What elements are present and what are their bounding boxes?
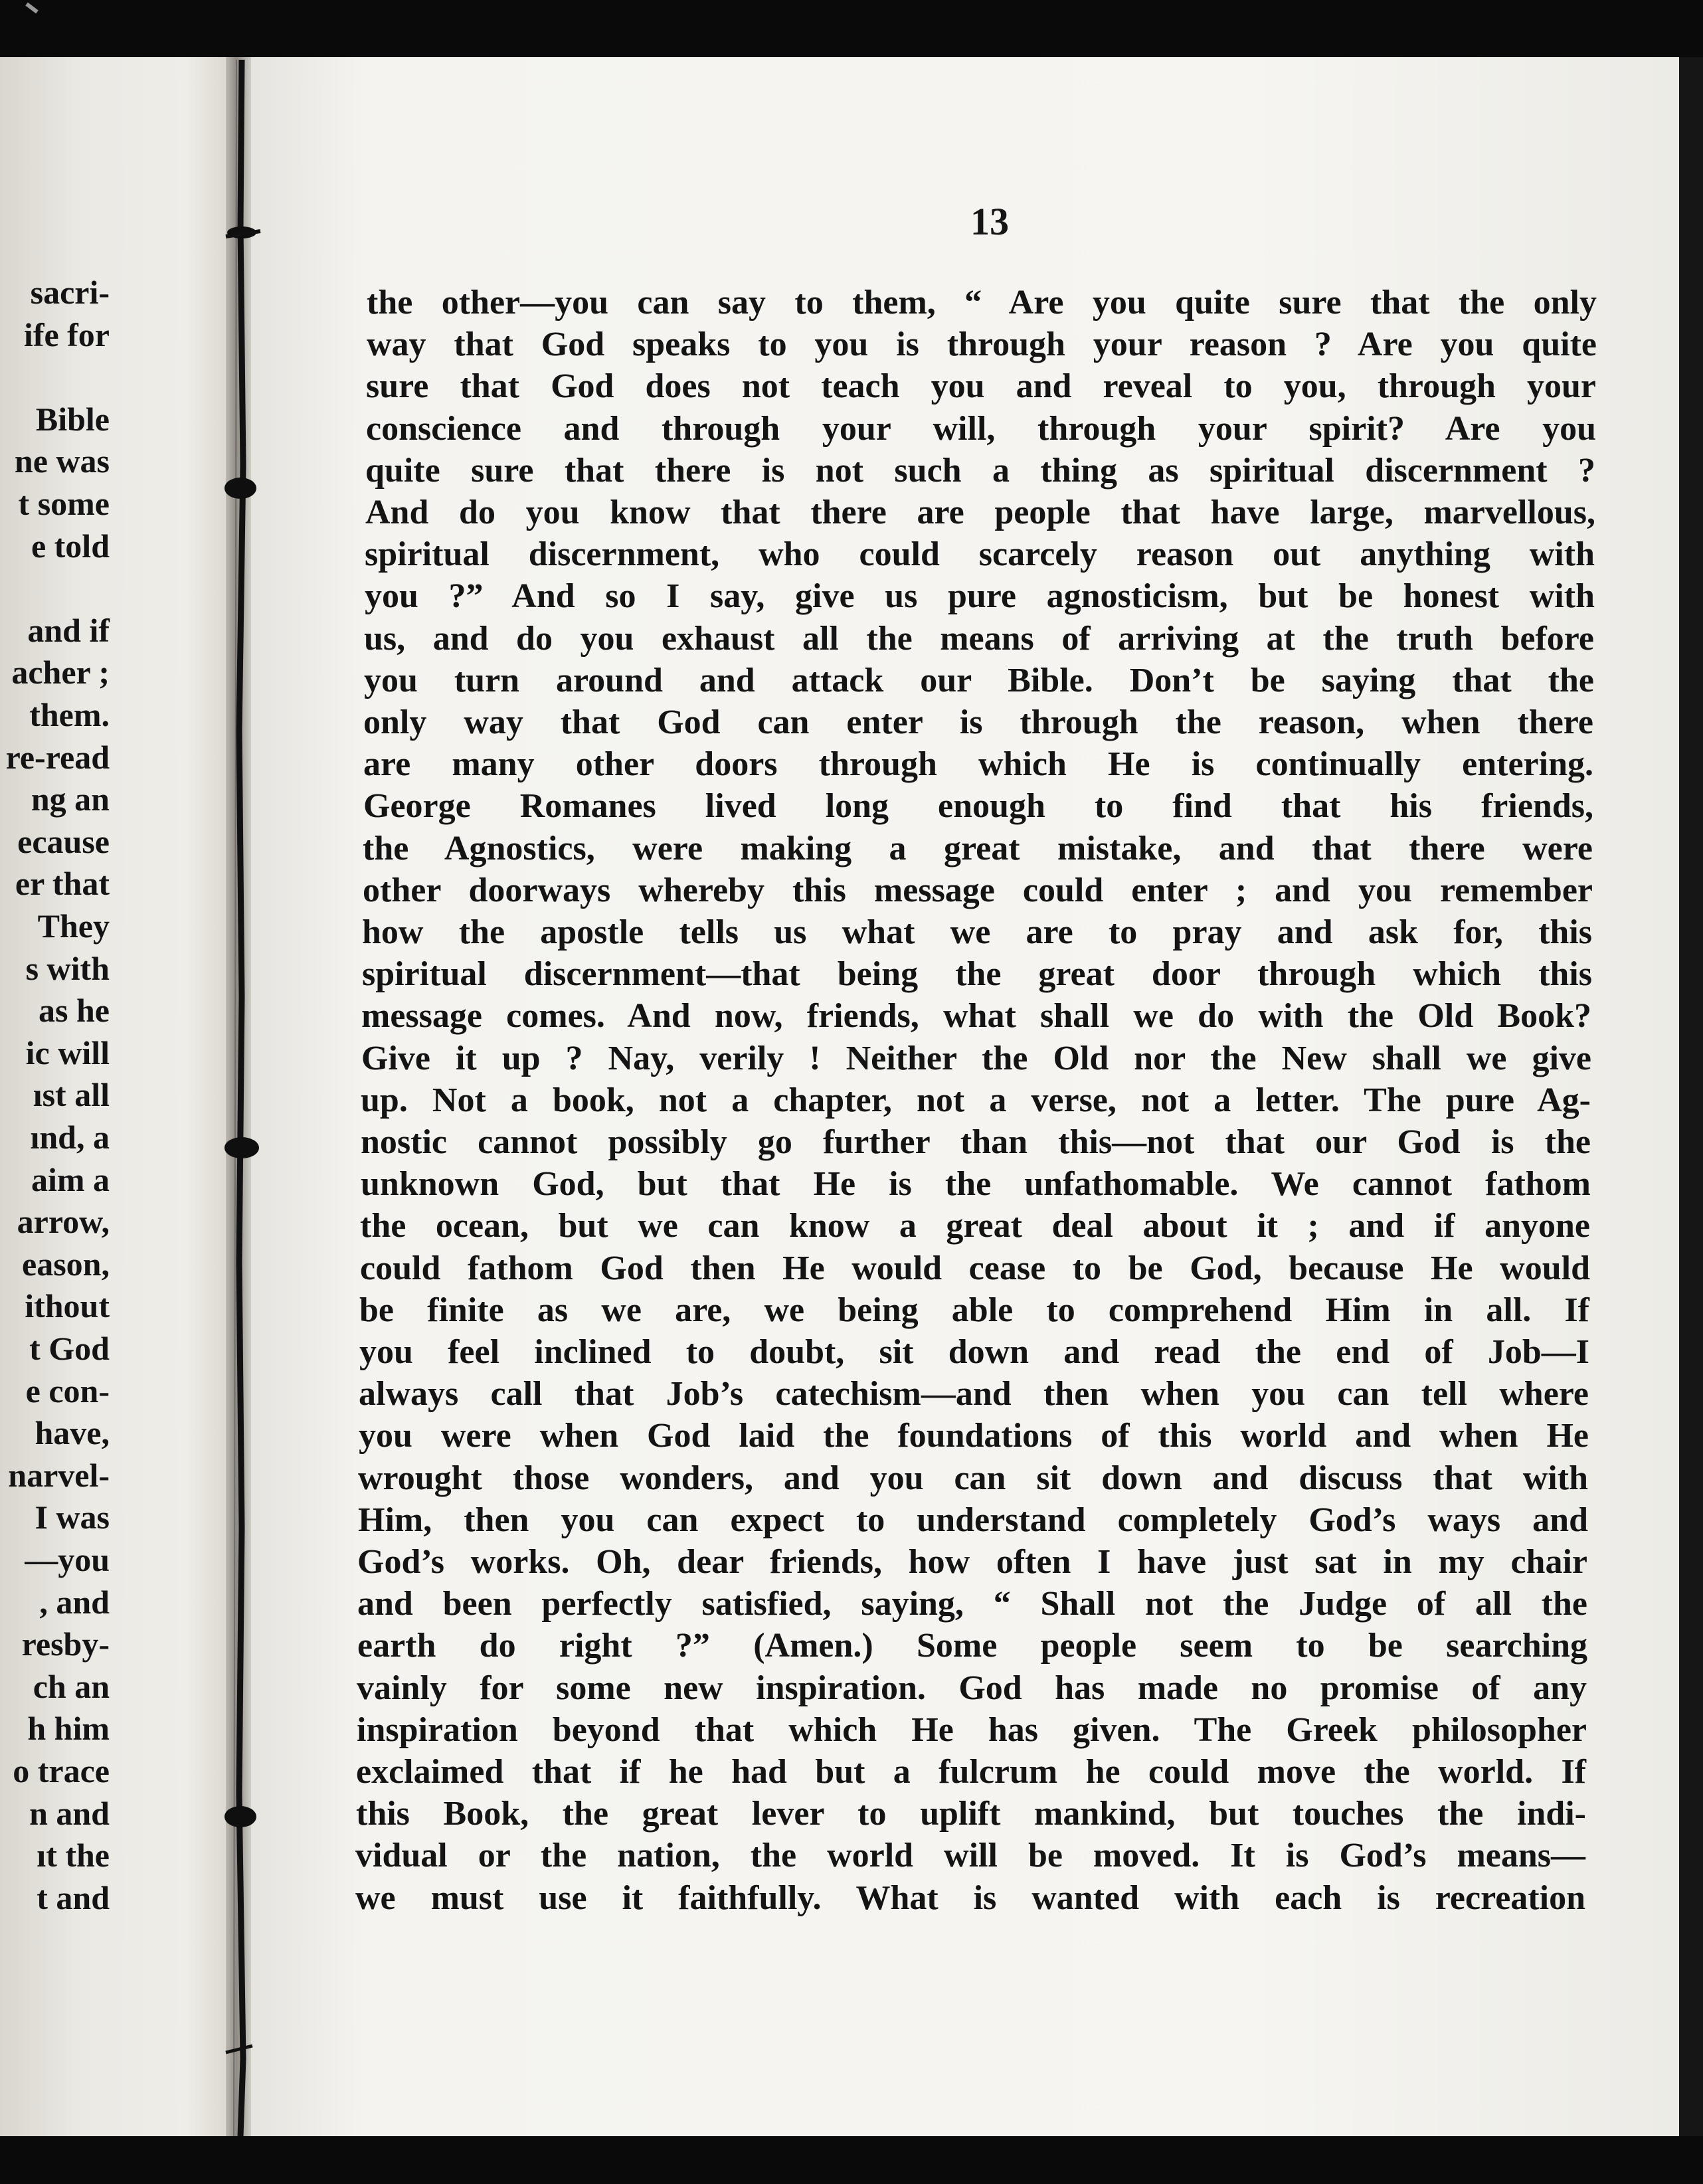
previous-page-line-fragment: ıt the (37, 1837, 110, 1874)
text-line: inspiration beyond that which He has given. The Greek philosopher (357, 1711, 1587, 1749)
previous-page-line-fragment: aim a (31, 1161, 110, 1198)
text-line: way that God speaks to you is through your reason ? Are you quite (367, 325, 1597, 363)
text-line: other doorways whereby this message could enter ; and you remember (363, 871, 1593, 909)
text-line: always call that Job’s catechism—and then when you can tell where (359, 1375, 1589, 1413)
text-line: you were when God laid the foundations of this world and when He (359, 1417, 1589, 1455)
text-line: God’s works. Oh, dear friends, how often I have just sat in my chair (357, 1543, 1587, 1581)
text-line: Him, then you can expect to understand completely God’s ways and (358, 1501, 1588, 1539)
text-line: message comes. And now, friends, what shall we do with the Old Book? (361, 997, 1591, 1035)
text-line: you turn around and attack our Bible. Don’t be saying that the (364, 662, 1594, 699)
text-line: are many other doors through which He is continually entering. (363, 745, 1593, 783)
previous-page-line-fragment: ife for (23, 316, 110, 353)
previous-page-line-fragment: s with (25, 950, 110, 987)
text-line: the other—you can say to them, “ Are you quite sure that the only (367, 284, 1597, 321)
text-line: be finite as we are, we being able to comprehend Him in all. If (359, 1291, 1589, 1329)
text-line: exclaimed that if he had but a fulcrum he could move the world. If (356, 1753, 1586, 1791)
previous-page-line-fragment: They (37, 907, 110, 945)
text-line: quite sure that there is not such a thing as spiritual discernment ? (365, 452, 1595, 490)
previous-page-line-fragment: ıst all (33, 1076, 110, 1113)
text-line: you ?” And so I say, give us pure agnosticism, but be honest with (365, 577, 1595, 615)
previous-page-line-fragment: ng an (31, 780, 110, 818)
scan-top-border (0, 0, 1703, 57)
text-line: vidual or the nation, the world will be moved. It is God’s means— (355, 1837, 1585, 1874)
previous-page-line-fragment: sacri- (30, 274, 110, 311)
previous-page-line-fragment: resby- (21, 1625, 110, 1663)
book-gutter (226, 57, 252, 2136)
scan-bottom-border (0, 2136, 1703, 2184)
text-line: spiritual discernment—that being the great door through which this (362, 955, 1592, 993)
previous-page-line-fragment: as he (39, 992, 110, 1029)
previous-page-line-fragment: n and (29, 1795, 110, 1832)
previous-page-line-fragment: re-read (5, 739, 110, 776)
previous-page-line-fragment: t some (18, 485, 110, 522)
page-number: 13 (970, 200, 1009, 243)
text-line: conscience and through your will, through your spirit? Are you (366, 410, 1596, 448)
previous-page-line-fragment: t God (29, 1330, 110, 1367)
previous-page-line-fragment: narvel- (8, 1457, 110, 1494)
text-line: this Book, the great lever to uplift mankind, but touches the indi- (356, 1795, 1586, 1833)
text-line: up. Not a book, not a chapter, not a verse, not a letter. The pure Ag- (361, 1081, 1591, 1119)
previous-page-line-fragment: arrow, (17, 1203, 110, 1240)
text-line: sure that God does not teach you and reveal to you, through your (366, 367, 1596, 405)
text-line: the Agnostics, were making a great mistake, and that there were (363, 830, 1593, 867)
text-line: George Romanes lived long enough to find that his friends, (363, 787, 1593, 825)
previous-page-line-fragment: ithout (25, 1287, 110, 1324)
text-line: wrought those wonders, and you can sit down and discuss that with (358, 1459, 1588, 1497)
scan-right-border (1679, 57, 1703, 2136)
previous-page-line-fragment: ınd, a (30, 1119, 110, 1156)
previous-page-text-fragments (0, 0, 113, 2184)
previous-page-line-fragment: o trace (13, 1752, 110, 1789)
previous-page-line-fragment: ic will (25, 1034, 110, 1071)
previous-page-line-fragment: e told (31, 527, 110, 565)
previous-page-line-fragment: and if (27, 612, 110, 649)
text-line: only way that God can enter is through the reason, when there (363, 703, 1593, 741)
text-line: the ocean, but we can know a great deal about it ; and if anyone (360, 1207, 1590, 1245)
previous-page-line-fragment: —you (25, 1541, 110, 1578)
previous-page-line-fragment: them. (29, 696, 110, 733)
text-line: spiritual discernment, who could scarcely reason out anything with (365, 535, 1595, 573)
previous-page-line-fragment: eason, (22, 1245, 110, 1283)
text-line: how the apostle tells us what we are to pray and ask for, this (362, 913, 1592, 951)
previous-page-line-fragment: , and (39, 1584, 110, 1621)
previous-page-line-fragment: I was (35, 1499, 110, 1536)
previous-page-line-fragment: e con- (25, 1372, 110, 1410)
text-line: could fathom God then He would cease to be God, because He would (360, 1249, 1590, 1287)
previous-page-line-fragment: h him (27, 1710, 110, 1747)
previous-page-line-fragment: t and (37, 1879, 110, 1916)
text-line: and been perfectly satisfied, saying, “ Shall not the Judge of all the (357, 1585, 1587, 1623)
text-line: And do you know that there are people that have large, marvellous, (365, 494, 1595, 531)
text-line: earth do right ?” (Amen.) Some people seem to be searching (357, 1627, 1587, 1665)
previous-page-line-fragment: er that (15, 865, 110, 902)
text-line: we must use it faithfully. What is wanted with each is recreation (355, 1879, 1585, 1917)
previous-page-line-fragment: ecause (17, 823, 110, 860)
previous-page-line-fragment: have, (35, 1414, 110, 1451)
text-line: us, and do you exhaust all the means of arriving at the truth before (364, 620, 1594, 658)
previous-page-line-fragment: ne was (14, 442, 110, 480)
text-line: you feel inclined to doubt, sit down and read the end of Job—I (359, 1333, 1589, 1371)
text-line: vainly for some new inspiration. God has made no promise of any (357, 1669, 1587, 1707)
text-line: unknown God, but that He is the unfathomable. We cannot fathom (361, 1165, 1591, 1203)
text-line: Give it up ? Nay, verily ! Neither the Old nor the New shall we give (361, 1040, 1591, 1077)
previous-page-line-fragment: ch an (33, 1668, 110, 1705)
previous-page-line-fragment: acher ; (11, 654, 110, 691)
previous-page-line-fragment: Bible (35, 401, 110, 438)
text-line: nostic cannot possibly go further than this—not that our God is the (361, 1123, 1591, 1161)
